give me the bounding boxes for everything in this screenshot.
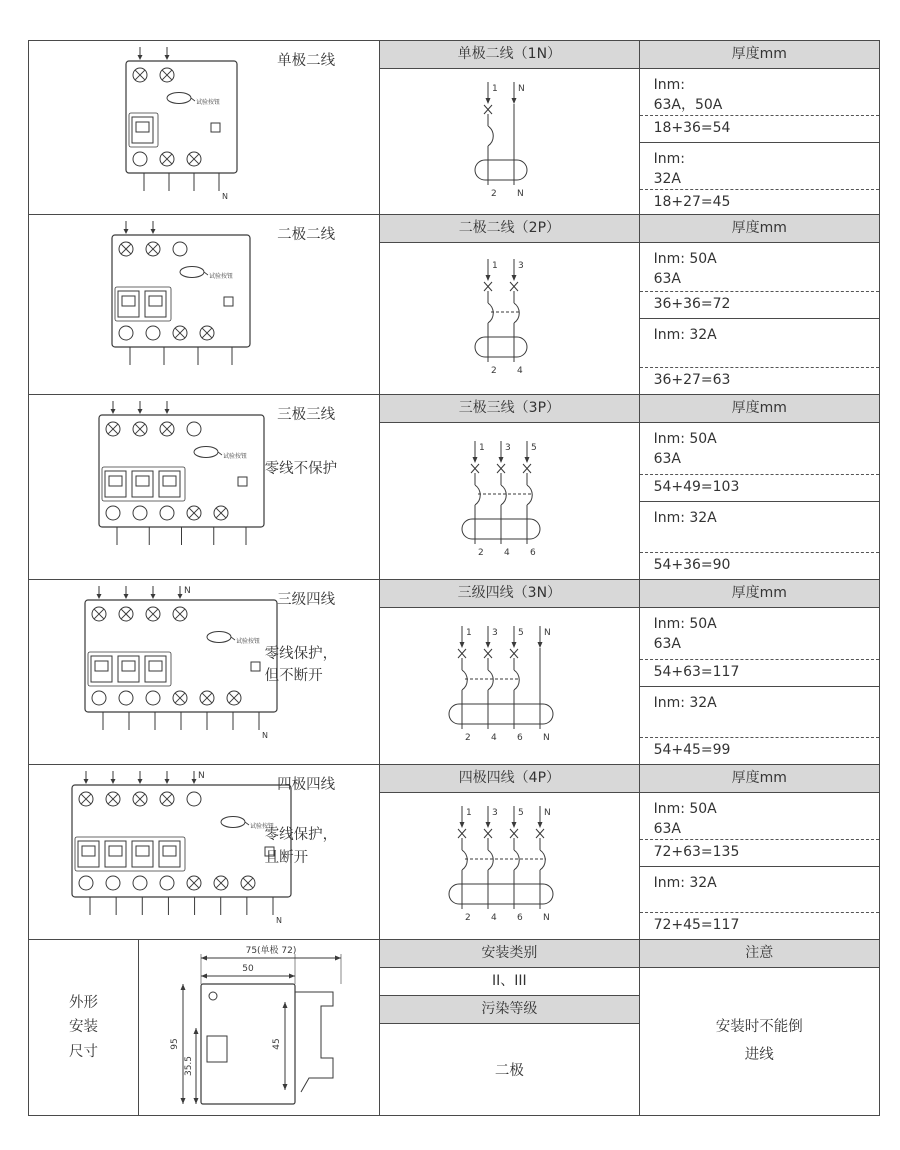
spec-line: 63A bbox=[653, 271, 681, 287]
spec-row-1n bbox=[29, 41, 879, 215]
thickness-cell-1n bbox=[640, 41, 879, 214]
wiring-diagram-2p bbox=[449, 255, 569, 383]
svg-text:2: 2 bbox=[491, 365, 498, 376]
spec-result: 54+63=117 bbox=[653, 663, 740, 680]
svg-text:1: 1 bbox=[479, 443, 486, 453]
spec-result: 72+63=135 bbox=[653, 844, 740, 860]
svg-text:1: 1 bbox=[466, 628, 473, 638]
device-cell-1n bbox=[29, 41, 380, 214]
install-class-header: 安装类别 bbox=[380, 940, 638, 968]
svg-text:N: N bbox=[543, 733, 551, 743]
spec-line: 63A bbox=[653, 821, 681, 837]
wiring-diagram-1n bbox=[449, 78, 569, 206]
svg-text:5: 5 bbox=[531, 443, 538, 453]
device-cell-4p bbox=[29, 765, 380, 939]
spec-result: 36+27=63 bbox=[653, 372, 731, 388]
circuit-title: 二极二线（2P） bbox=[380, 215, 638, 243]
wiring-diagram-3n bbox=[432, 622, 586, 750]
note-cell bbox=[640, 940, 879, 1115]
thickness-cell-4p bbox=[640, 765, 879, 939]
svg-text:4: 4 bbox=[491, 733, 498, 743]
spec-line: Inm: bbox=[653, 151, 685, 167]
spec-line: 63A bbox=[653, 451, 681, 467]
spec-line: 32A bbox=[653, 171, 681, 187]
neutral-note-line: 零线保护， bbox=[264, 827, 338, 844]
svg-text:3: 3 bbox=[505, 443, 512, 453]
dimensions-cell bbox=[29, 940, 380, 1115]
svg-text:N: N bbox=[543, 913, 551, 923]
dimension-drawing bbox=[143, 944, 375, 1112]
circuit-title: 单极二线（1N） bbox=[380, 41, 638, 69]
svg-text:3: 3 bbox=[492, 628, 499, 638]
circuit-cell-1n bbox=[380, 41, 639, 214]
dimensions-label-line: 外形 bbox=[69, 994, 98, 1011]
svg-text:6: 6 bbox=[517, 733, 524, 743]
breaker-front-drawing-1n bbox=[118, 45, 253, 207]
svg-text:2: 2 bbox=[478, 548, 485, 558]
svg-text:2: 2 bbox=[465, 913, 472, 923]
spec-lines bbox=[640, 69, 879, 115]
install-class-value: II、III bbox=[380, 968, 638, 996]
breaker-front-drawing-3p bbox=[91, 399, 280, 561]
spec-lines bbox=[640, 423, 879, 474]
thickness-cell-2p bbox=[640, 215, 879, 394]
spec-group bbox=[640, 793, 879, 867]
svg-text:N: N bbox=[184, 586, 191, 596]
svg-text:3: 3 bbox=[518, 260, 525, 271]
neutral-note-line: 零线不保护 bbox=[264, 460, 338, 477]
svg-text:试验按钮: 试验按钮 bbox=[222, 453, 247, 460]
device-cell-3p bbox=[29, 395, 380, 579]
device-cell-2p bbox=[29, 215, 380, 394]
circuit-cell-4p bbox=[380, 765, 639, 939]
svg-text:5: 5 bbox=[518, 628, 525, 638]
spec-lines bbox=[640, 608, 879, 659]
spec-group bbox=[640, 687, 879, 765]
spec-sheet-table bbox=[28, 40, 880, 1116]
spec-line: Inm: 32A bbox=[653, 875, 717, 891]
neutral-note-line: 且断开 bbox=[264, 849, 309, 866]
pole-type-label: 四极四线 bbox=[277, 777, 336, 793]
spec-line: Inm: bbox=[653, 77, 685, 93]
spec-group bbox=[640, 243, 879, 319]
neutral-note-label bbox=[265, 458, 338, 480]
spec-result: 54+49=103 bbox=[653, 478, 740, 495]
spec-lines bbox=[640, 502, 879, 553]
spec-result: 72+45=117 bbox=[653, 917, 740, 933]
spec-group bbox=[640, 143, 879, 216]
svg-text:45: 45 bbox=[272, 1037, 283, 1050]
spec-line: Inm: 32A bbox=[653, 694, 717, 711]
wiring-diagram-3p bbox=[445, 437, 573, 565]
circuit-diagram-wrap bbox=[380, 608, 638, 764]
dimensions-label bbox=[29, 940, 139, 1115]
circuit-diagram-wrap bbox=[380, 793, 638, 939]
circuit-diagram-wrap bbox=[380, 69, 638, 214]
spec-line: Inm: 50A bbox=[653, 251, 717, 267]
svg-text:6: 6 bbox=[517, 913, 524, 923]
spec-line: Inm: 50A bbox=[653, 431, 717, 447]
svg-text:4: 4 bbox=[504, 548, 511, 558]
pole-type-label: 二极二线 bbox=[277, 227, 336, 243]
thickness-cell-3p bbox=[640, 395, 879, 579]
breaker-front-drawing-2p bbox=[104, 219, 266, 381]
spec-result: 18+36=54 bbox=[653, 120, 731, 136]
spec-row-3n bbox=[29, 580, 879, 765]
spec-lines bbox=[640, 867, 879, 912]
svg-text:N: N bbox=[518, 83, 526, 94]
svg-text:5: 5 bbox=[518, 808, 525, 818]
note-line: 安装时不能倒 bbox=[715, 1018, 803, 1035]
note-header: 注意 bbox=[640, 940, 879, 968]
spec-lines bbox=[640, 143, 879, 189]
pole-type-label: 三级四线 bbox=[277, 592, 336, 608]
spec-result: 54+36=90 bbox=[653, 557, 731, 573]
thickness-header: 厚度mm bbox=[640, 580, 879, 608]
spec-line: Inm: 32A bbox=[653, 327, 717, 343]
spec-line: Inm: 50A bbox=[653, 801, 717, 817]
spec-line: 63A，50A bbox=[653, 97, 723, 113]
spec-group bbox=[640, 423, 879, 502]
svg-text:35.5: 35.5 bbox=[184, 1055, 195, 1076]
circuit-title: 四极四线（4P） bbox=[380, 765, 638, 793]
svg-text:试验按钮: 试验按钮 bbox=[249, 823, 274, 830]
svg-text:95: 95 bbox=[170, 1037, 181, 1050]
svg-text:1: 1 bbox=[466, 808, 473, 818]
svg-text:N: N bbox=[221, 192, 228, 201]
thickness-cell-3n bbox=[640, 580, 879, 764]
dimensions-label-line: 尺寸 bbox=[69, 1043, 98, 1060]
neutral-note-line: 但不断开 bbox=[264, 668, 323, 685]
svg-text:N: N bbox=[544, 808, 552, 818]
spec-row-2p bbox=[29, 215, 879, 395]
spec-lines bbox=[640, 319, 879, 367]
spec-lines bbox=[640, 687, 879, 738]
neutral-note-label bbox=[265, 643, 338, 688]
svg-text:1: 1 bbox=[492, 260, 499, 271]
note-line: 进线 bbox=[744, 1046, 774, 1063]
thickness-header: 厚度mm bbox=[640, 215, 879, 243]
spec-result: 36+36=72 bbox=[653, 296, 731, 312]
dimensions-label-line: 安装 bbox=[69, 1019, 98, 1036]
device-cell-3n bbox=[29, 580, 380, 764]
circuit-diagram-wrap bbox=[380, 243, 638, 394]
spec-line: 63A bbox=[653, 636, 681, 652]
svg-text:N: N bbox=[517, 188, 525, 199]
svg-text:N: N bbox=[197, 771, 205, 781]
svg-text:2: 2 bbox=[491, 188, 498, 199]
svg-text:1: 1 bbox=[492, 83, 499, 94]
svg-text:6: 6 bbox=[530, 548, 537, 558]
spec-group bbox=[640, 608, 879, 687]
circuit-title: 三极三线（3P） bbox=[380, 395, 638, 423]
spec-group bbox=[640, 502, 879, 580]
svg-text:试验按钮: 试验按钮 bbox=[209, 273, 234, 280]
svg-text:N: N bbox=[275, 916, 282, 925]
svg-text:4: 4 bbox=[491, 913, 498, 923]
neutral-note-line: 零线保护， bbox=[264, 645, 338, 662]
spec-result: 18+27=45 bbox=[653, 194, 731, 210]
wiring-diagram-4p bbox=[432, 802, 586, 930]
dimension-drawing-wrap bbox=[139, 940, 379, 1115]
pole-type-label: 三极三线 bbox=[277, 407, 336, 423]
install-class-cell bbox=[380, 940, 639, 1115]
neutral-note-label bbox=[265, 824, 338, 869]
svg-text:N: N bbox=[544, 628, 552, 638]
circuit-cell-3n bbox=[380, 580, 639, 764]
svg-text:N: N bbox=[262, 731, 268, 740]
pollution-header: 污染等级 bbox=[380, 996, 638, 1024]
svg-text:试验按钮: 试验按钮 bbox=[236, 638, 261, 645]
note-text bbox=[640, 968, 879, 1115]
svg-text:75(单极 72): 75(单极 72) bbox=[245, 945, 297, 956]
spec-row-3p bbox=[29, 395, 879, 580]
thickness-header: 厚度mm bbox=[640, 41, 879, 69]
spec-row-4p bbox=[29, 765, 879, 940]
svg-text:50: 50 bbox=[242, 963, 254, 974]
circuit-cell-3p bbox=[380, 395, 639, 579]
svg-text:试验按钮: 试验按钮 bbox=[195, 99, 220, 106]
pollution-value: 二极 bbox=[494, 1063, 524, 1079]
svg-text:3: 3 bbox=[492, 808, 499, 818]
spec-group bbox=[640, 867, 879, 939]
svg-text:4: 4 bbox=[517, 365, 524, 376]
breaker-front-drawing-3n bbox=[77, 584, 293, 746]
thickness-header: 厚度mm bbox=[640, 395, 879, 423]
spec-line: Inm: 50A bbox=[653, 616, 717, 632]
circuit-diagram-wrap bbox=[380, 423, 638, 579]
spec-group bbox=[640, 319, 879, 394]
spec-line: Inm: 32A bbox=[653, 509, 717, 526]
spec-lines bbox=[640, 793, 879, 839]
spec-lines bbox=[640, 243, 879, 291]
footer-row bbox=[29, 940, 879, 1115]
spec-result: 54+45=99 bbox=[653, 742, 731, 758]
thickness-header: 厚度mm bbox=[640, 765, 879, 793]
spec-group bbox=[640, 69, 879, 143]
svg-text:2: 2 bbox=[465, 733, 472, 743]
pole-type-label: 单极二线 bbox=[277, 53, 336, 69]
circuit-title: 三级四线（3N） bbox=[380, 580, 638, 608]
circuit-cell-2p bbox=[380, 215, 639, 394]
